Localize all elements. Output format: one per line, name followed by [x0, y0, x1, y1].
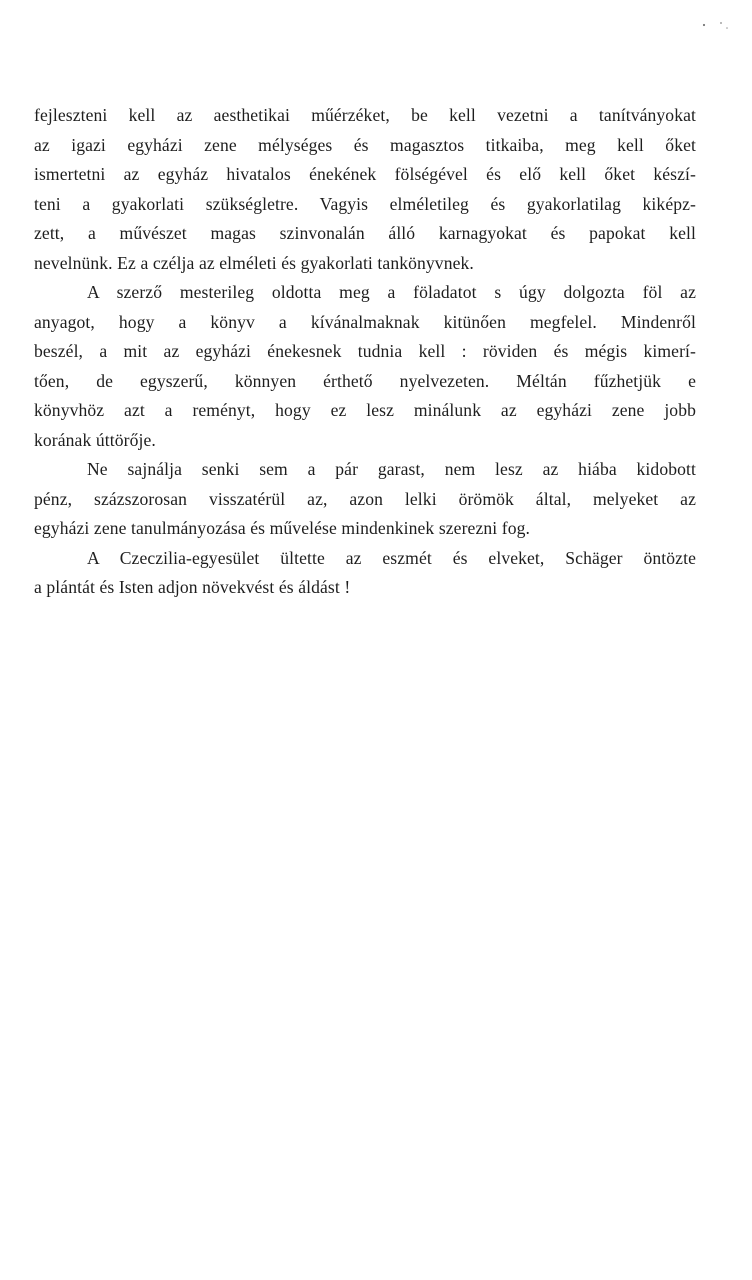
- text-line: nevelnünk. Ez a czélja az elméleti és gyakorlati tankönyvnek.: [34, 252, 474, 273]
- text-line: zett, a művészet magas szinvonalán álló karnagyokat és papokat kell: [34, 223, 696, 243]
- text-line: teni a gyakorlati szükségletre. Vagyis elméletileg és gyakorlatilag kiképz-: [34, 193, 696, 214]
- text-line: A Czeczilia-egyesület ültette az eszmét és elveket, Schäger öntözte: [87, 547, 696, 568]
- text-line: beszél, a mit az egyházi énekesnek tudnia kell : röviden és mégis kimerí-: [34, 341, 696, 361]
- text-line: a plántát és Isten adjon növekvést és áldást !: [34, 577, 351, 597]
- text-line: pénz, százszorosan visszatérül az, azon lelki örömök által, melyeket az: [34, 488, 696, 509]
- text-line: az igazi egyházi zene mélységes és magasztos titkaiba, meg kell őket: [34, 134, 696, 155]
- text-line: fejleszteni kell az aesthetikai műérzéket, be kell vezetni a tanítványokat: [34, 105, 696, 125]
- text-line: anyagot, hogy a könyv a kívánalmaknak kitünően megfelel. Mindenről: [34, 311, 696, 332]
- paragraph-1: [34, 101, 696, 278]
- text-line: Ne sajnálja senki sem a pár garast, nem lesz az hiába kidobott: [87, 459, 696, 479]
- text-line: A szerző mesterileg oldotta meg a föladatot s úgy dolgozta föl az: [87, 282, 696, 302]
- paragraph-3: [34, 455, 696, 603]
- paragraph-2: [34, 278, 696, 455]
- text-line: könyvhöz azt a reményt, hogy ez lesz minálunk az egyházi zene jobb: [34, 400, 696, 420]
- text-line: tően, de egyszerű, könnyen érthető nyelvezeten. Méltán fűzhetjük e: [34, 370, 696, 391]
- text-line: ismertetni az egyház hivatalos énekének fölségével és elő kell őket készí-: [34, 164, 696, 184]
- text-line: egyházi zene tanulmányozása és művelése mindenkinek szerezni fog.: [34, 518, 530, 538]
- body-text: [34, 101, 696, 603]
- text-line: korának úttörője.: [34, 429, 156, 450]
